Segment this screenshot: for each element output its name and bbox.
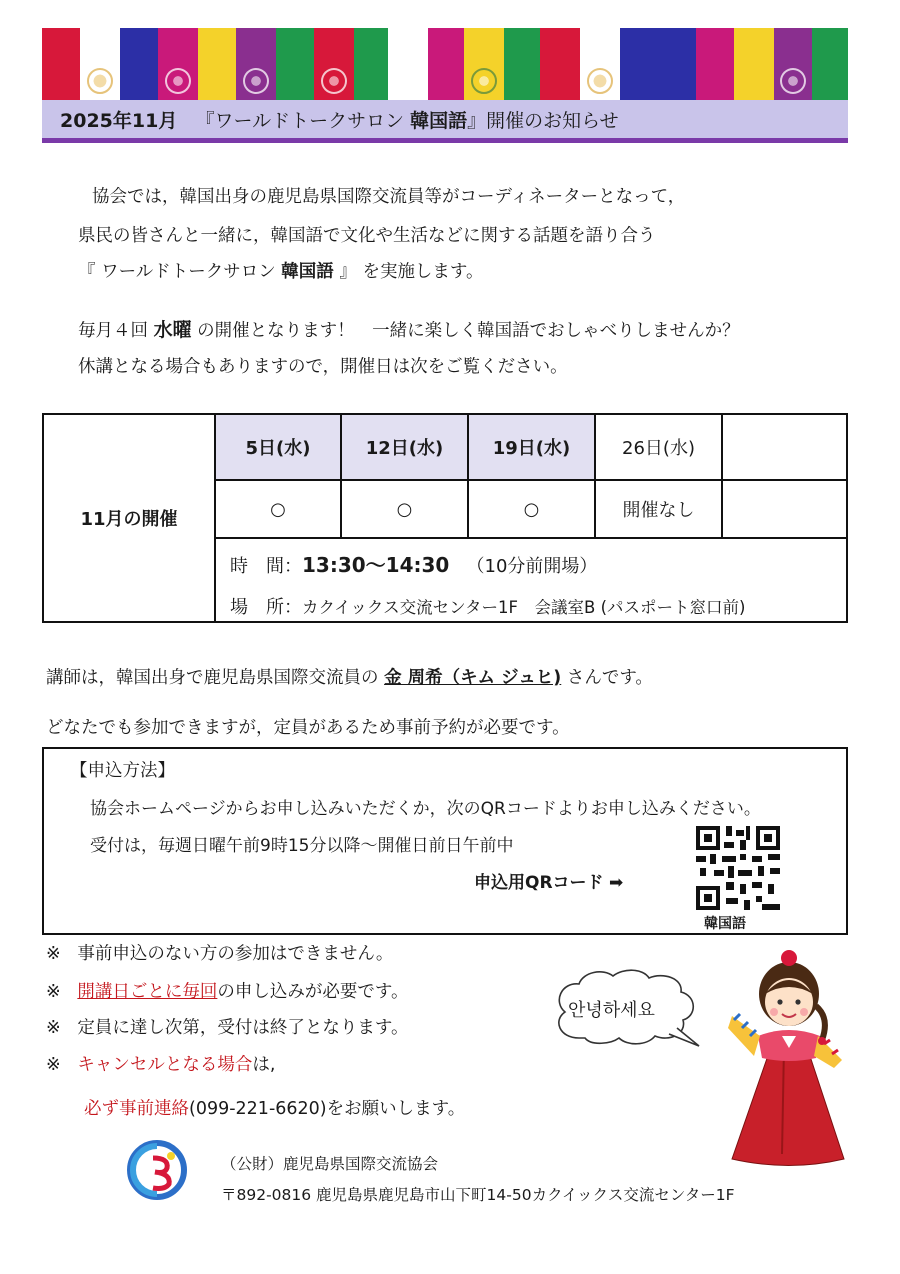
banner-stripe	[158, 28, 198, 100]
note-3: ※ 定員に達し次第，受付は終了となります。	[46, 1018, 409, 1038]
title-bar	[42, 100, 848, 143]
page-title	[60, 106, 619, 133]
banner-stripe	[812, 28, 848, 100]
application-line-1: 協会ホームページからお申し込みいただくか，次のQRコードよりお申し込みください。	[90, 799, 761, 819]
banner-stripe	[580, 28, 620, 100]
status-cell-5	[723, 481, 846, 537]
qr-code[interactable]	[696, 826, 780, 910]
date-cell-3: 19日(水)	[469, 415, 594, 479]
note-4: ※ キャンセルとなる場合は,	[46, 1055, 276, 1075]
header-banner-right	[656, 28, 848, 100]
instructor-line: 講師は，韓国出身で鹿児島県国際交流員の 金 周希（キム ジュヒ) さんです。	[46, 668, 653, 688]
header-banner-left	[42, 28, 388, 100]
schedule-time: 時 間：13:30〜14:30 （10分前開場）	[230, 553, 598, 577]
intro-bold-weekday: 水曜	[153, 319, 192, 341]
intro-line-1: 協会では，韓国出身の鹿児島県国際交流員等がコーディネーターとなって，	[92, 187, 686, 207]
banner-stripe	[276, 28, 314, 100]
status-cell-4: 開催なし	[622, 500, 695, 521]
banner-stripe	[120, 28, 158, 100]
banner-stripe	[236, 28, 276, 100]
intro-line-3: 『 ワールドトークサロン 韓国語 』 を実施します。	[78, 262, 484, 282]
banner-stripe	[354, 28, 388, 100]
intro-line-4: 毎月４回 水曜 の開催となります！ 一緒に楽しく韓国語でおしゃべりしませんか？	[78, 319, 740, 341]
speech-bubble-text: 안녕하세요	[568, 1000, 655, 1021]
status-cell-1: ○	[270, 498, 286, 520]
schedule-place: 場 所：カクイックス交流センター1F 会議室B (パスポート窓口前)	[230, 597, 746, 618]
banner-stripe	[656, 28, 696, 100]
banner-stripe	[696, 28, 734, 100]
intro-line-2: 県民の皆さんと一緒に，韓国語で文化や生活などに関する話題を語り合う	[78, 226, 656, 246]
banner-stripe	[774, 28, 812, 100]
note-5: 必ず事前連絡(099-221-6620)をお願いします。	[84, 1099, 466, 1119]
qr-caption: 韓国語	[704, 916, 746, 932]
header-banner-mid	[388, 28, 658, 100]
hanbok-girl-illustration	[724, 944, 854, 1174]
banner-stripe	[80, 28, 120, 100]
banner-stripe	[198, 28, 236, 100]
footer-org: （公財）鹿児島県国際交流協会	[221, 1155, 439, 1173]
status-cell-2: ○	[396, 498, 413, 520]
title-year-month: 2025年11月	[60, 110, 178, 132]
note-1: ※ 事前申込のない方の参加はできません。	[46, 944, 394, 964]
status-cell-3: ○	[523, 498, 540, 520]
schedule-table	[42, 413, 848, 623]
banner-stripe	[464, 28, 504, 100]
reservation-note: どなたでも参加できますが，定員があるため事前予約が必要です。	[46, 718, 570, 738]
intro-bold-lang: 韓国語	[281, 262, 334, 282]
title-open: 『ワールドトークサロン	[195, 110, 405, 132]
qr-label: 申込用QRコード ➡	[474, 873, 624, 893]
title-language: 韓国語	[410, 110, 468, 132]
application-heading: 【申込方法】	[70, 761, 175, 781]
banner-stripe	[42, 28, 80, 100]
banner-stripe	[428, 28, 464, 100]
date-cell-5	[723, 415, 846, 479]
title-close: 』開催のお知らせ	[467, 110, 619, 132]
date-cell-4: 26日(水)	[622, 438, 695, 459]
note-2: ※ 開講日ごとに毎回の申し込みが必要です。	[46, 982, 409, 1002]
arrow-right-icon: ➡	[608, 873, 624, 893]
schedule-time-value: 13:30〜14:30	[302, 553, 450, 577]
application-line-2: 受付は，毎週日曜午前9時15分以降〜開催日前日午前中	[90, 836, 514, 856]
banner-stripe	[388, 28, 428, 100]
banner-stripe	[620, 28, 658, 100]
banner-stripe	[504, 28, 540, 100]
banner-stripe	[734, 28, 774, 100]
organization-logo	[127, 1140, 187, 1200]
schedule-row-label: 11月の開催	[80, 509, 178, 530]
date-cell-2: 12日(水)	[342, 415, 467, 479]
banner-stripe	[314, 28, 354, 100]
date-cell-1: 5日(水)	[216, 415, 340, 479]
footer-address: 〒892-0816 鹿児島県鹿児島市山下町14-50カクイックス交流センター1F	[221, 1186, 735, 1204]
intro-line-5: 休講となる場合もありますので，開催日は次をご覧ください。	[78, 357, 568, 377]
banner-stripe	[540, 28, 580, 100]
instructor-name: 金 周希（キム ジュヒ)	[384, 668, 562, 688]
